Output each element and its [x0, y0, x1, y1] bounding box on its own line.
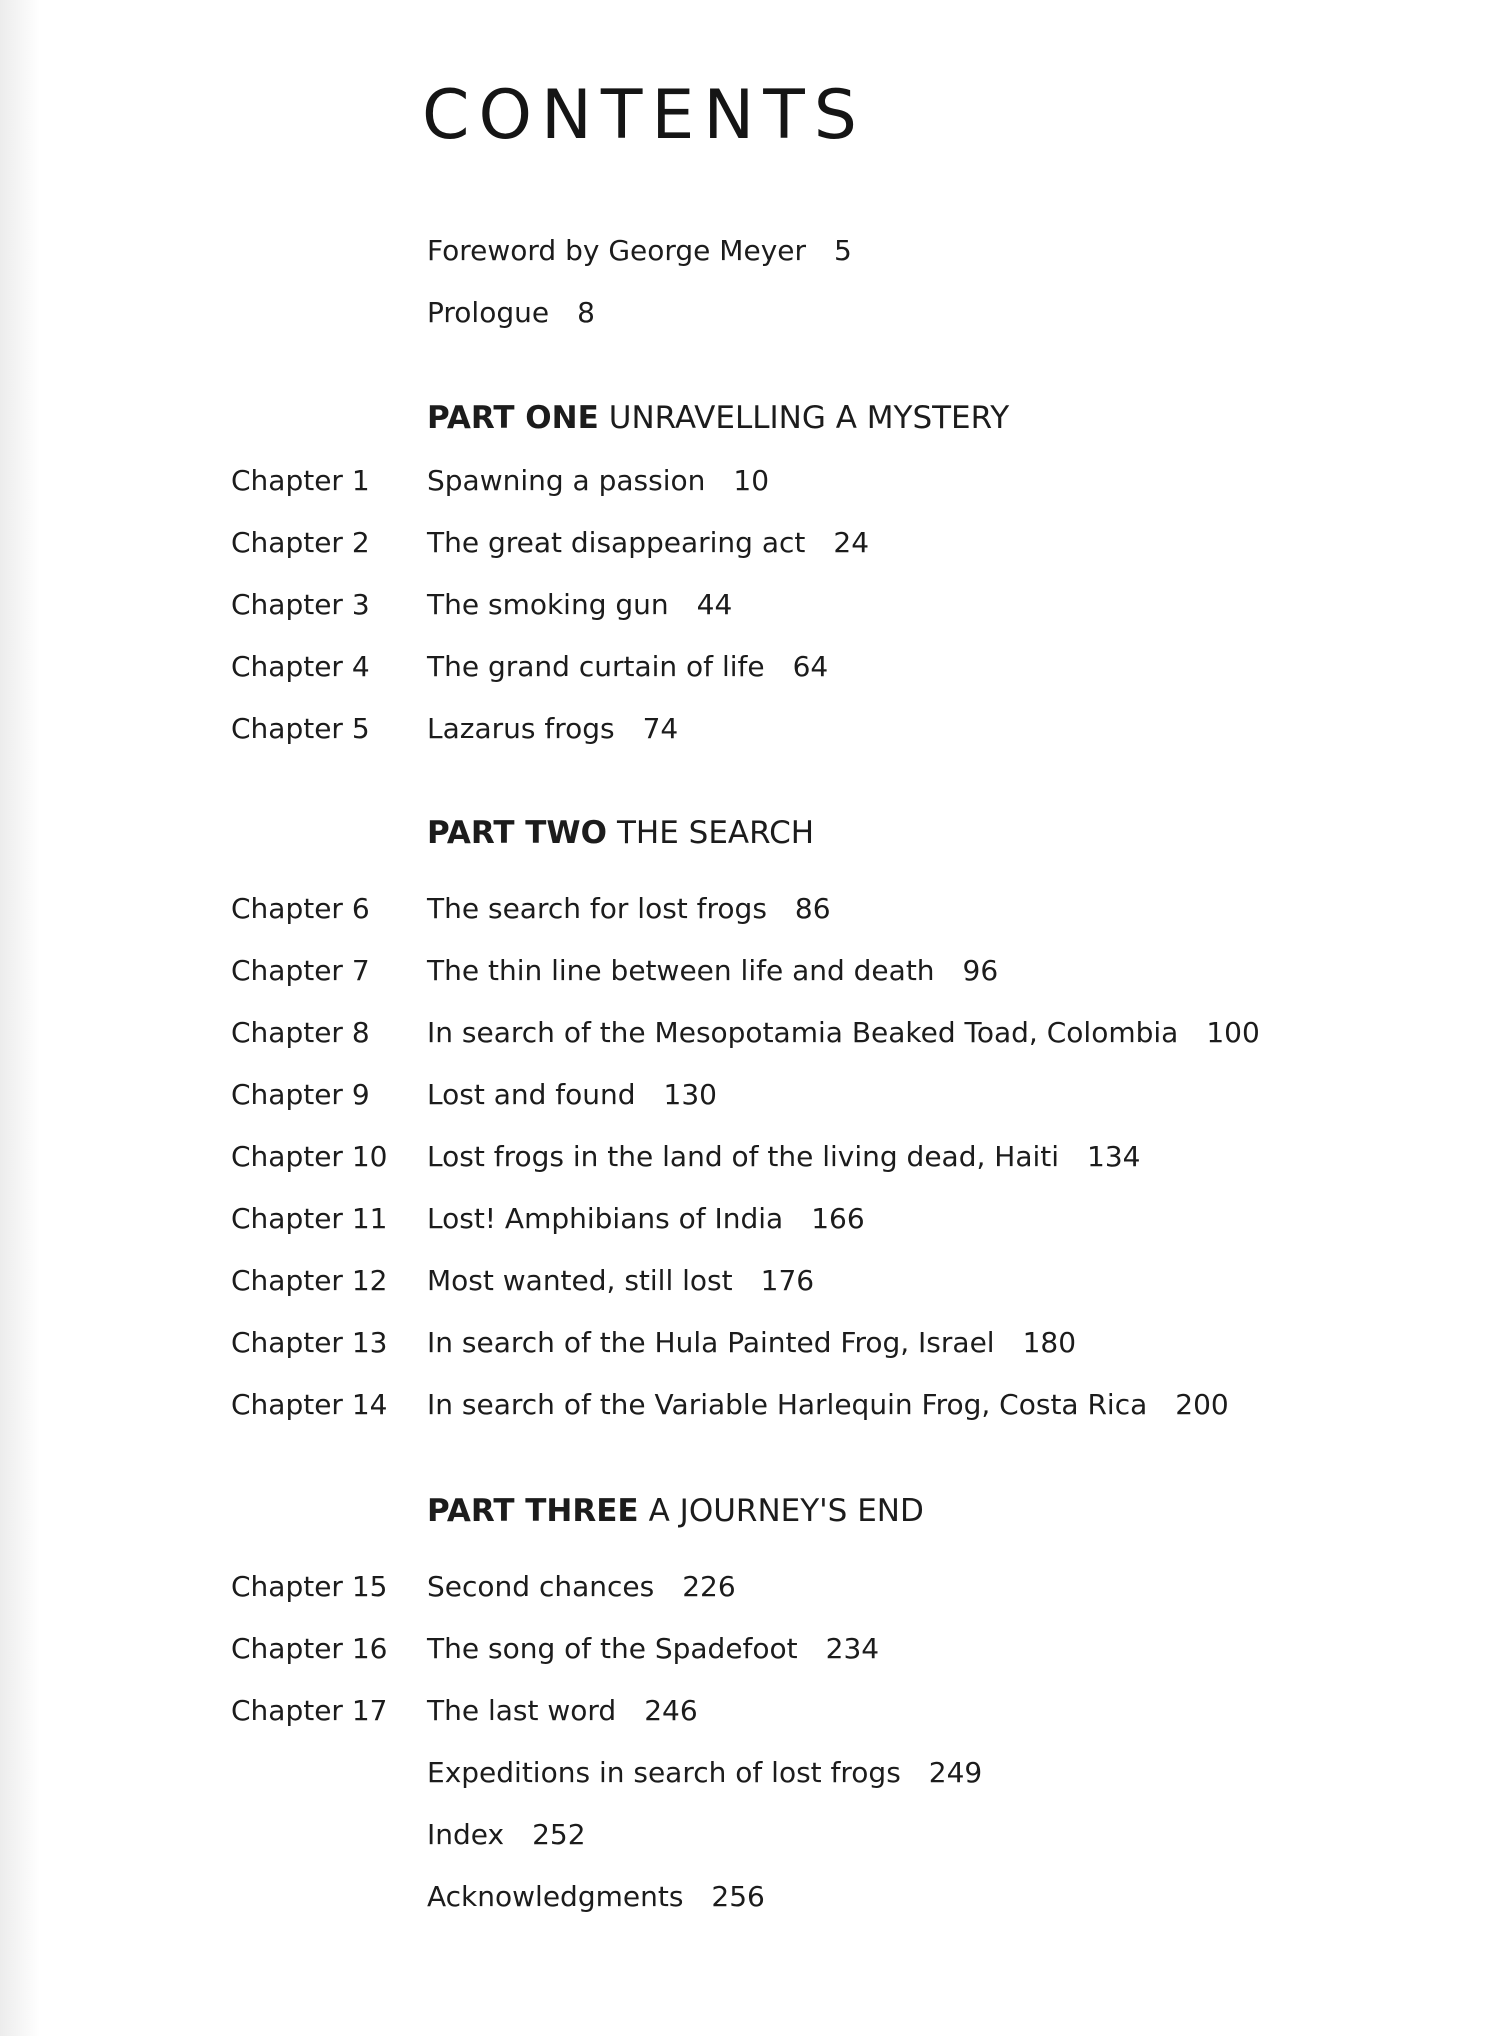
toc-entry-chapter-17 [0, 1691, 1500, 1731]
chapter-label: Chapter 17 [231, 1694, 388, 1727]
chapter-label: Chapter 2 [231, 526, 370, 559]
entry-title: Lazarus frogs [427, 712, 615, 745]
entry-text [427, 1691, 698, 1731]
entry-title: Foreword by George Meyer [427, 234, 806, 267]
entry-text [427, 523, 869, 563]
entry-title: Lost! Amphibians of India [427, 1202, 784, 1235]
chapter-label: Chapter 16 [231, 1632, 388, 1665]
entry-page-number: 64 [792, 650, 829, 683]
chapter-label: Chapter 6 [231, 892, 370, 925]
entry-text [427, 889, 831, 929]
entry-text [427, 1013, 1260, 1053]
chapter-label: Chapter 4 [231, 650, 370, 683]
chapter-label: Chapter 15 [231, 1570, 388, 1603]
toc-entry-chapter-11 [0, 1199, 1500, 1239]
part-name: A JOURNEY'S END [648, 1493, 924, 1529]
entry-page-number: 256 [711, 1880, 765, 1913]
entry-text [427, 1385, 1229, 1425]
entry-title: The grand curtain of life [427, 650, 765, 683]
entry-text [427, 1567, 736, 1607]
entry-text [427, 293, 595, 333]
entry-page-number: 10 [733, 464, 770, 497]
entry-text [427, 1075, 717, 1115]
entry-title: Second chances [427, 1570, 655, 1603]
entry-title: The search for lost frogs [427, 892, 767, 925]
entry-page-number: 134 [1087, 1140, 1141, 1173]
entry-page-number: 246 [644, 1694, 698, 1727]
entry-text [427, 1261, 814, 1301]
entry-page-number: 252 [532, 1818, 586, 1851]
entry-text [427, 1753, 982, 1793]
toc-entry-chapter-6 [0, 889, 1500, 929]
entry-page-number: 8 [577, 296, 595, 329]
entry-title: The last word [427, 1694, 617, 1727]
entry-page-number: 24 [833, 526, 870, 559]
entry-page-number: 5 [834, 234, 852, 267]
entry-text [427, 1137, 1141, 1177]
entry-title: Index [427, 1818, 505, 1851]
entry-page-number: 86 [794, 892, 831, 925]
chapter-label: Chapter 10 [231, 1140, 388, 1173]
toc-entry-chapter-10 [0, 1137, 1500, 1177]
entry-title: Expeditions in search of lost frogs [427, 1756, 901, 1789]
entry-page-number: 130 [663, 1078, 717, 1111]
entry-page-number: 234 [825, 1632, 880, 1665]
entry-title: The song of the Spadefoot [427, 1632, 798, 1665]
entry-title: Spawning a passion [427, 464, 706, 497]
entry-page-number: 96 [962, 954, 999, 987]
toc-entry-chapter-8 [0, 1013, 1500, 1053]
part-number: PART THREE [427, 1493, 639, 1529]
entry-text [427, 1199, 865, 1239]
toc-entry-expeditions [0, 1753, 1500, 1793]
entry-page-number: 180 [1022, 1326, 1077, 1359]
entry-text [427, 1629, 879, 1669]
entry-title: Lost frogs in the land of the living dead, Haiti [427, 1140, 1060, 1173]
chapter-label: Chapter 1 [231, 464, 370, 497]
entry-title: In search of the Hula Painted Frog, Israel [427, 1326, 995, 1359]
entry-page-number: 100 [1206, 1016, 1260, 1049]
toc-entry-chapter-9 [0, 1075, 1500, 1115]
toc-entry-chapter-3 [0, 585, 1500, 625]
toc-entry-chapter-15 [0, 1567, 1500, 1607]
part-number: PART ONE [427, 400, 599, 436]
chapter-label: Chapter 9 [231, 1078, 370, 1111]
toc-entry-chapter-7 [0, 951, 1500, 991]
entry-page-number: 200 [1175, 1388, 1229, 1421]
entry-title: The great disappearing act [427, 526, 806, 559]
chapter-label: Chapter 3 [231, 588, 370, 621]
chapter-label: Chapter 7 [231, 954, 370, 987]
entry-page-number: 44 [696, 588, 733, 621]
entry-text [427, 585, 732, 625]
toc-entry-chapter-13 [0, 1323, 1500, 1363]
part-number: PART TWO [427, 815, 607, 851]
toc-entry-chapter-5 [0, 709, 1500, 749]
entry-page-number: 74 [642, 712, 679, 745]
toc-entry-chapter-1 [0, 461, 1500, 501]
entry-page-number: 176 [760, 1264, 815, 1297]
entry-text [427, 231, 852, 271]
toc-entry-chapter-16 [0, 1629, 1500, 1669]
entry-text [427, 1323, 1076, 1363]
part-heading-one [427, 397, 1009, 439]
chapter-label: Chapter 13 [231, 1326, 388, 1359]
entry-title: Acknowledgments [427, 1880, 684, 1913]
toc-entry-chapter-12 [0, 1261, 1500, 1301]
entry-page-number: 249 [928, 1756, 983, 1789]
toc-entry-foreword [0, 231, 1500, 271]
toc-entry-chapter-4 [0, 647, 1500, 687]
entry-title: The thin line between life and death [427, 954, 935, 987]
entry-text [427, 1877, 765, 1917]
entry-title: The smoking gun [427, 588, 669, 621]
part-name: UNRAVELLING A MYSTERY [608, 400, 1010, 436]
entry-text [427, 709, 678, 749]
entry-title: Most wanted, still lost [427, 1264, 733, 1297]
entry-text [427, 951, 998, 991]
entry-page-number: 226 [682, 1570, 736, 1603]
toc-entry-chapter-2 [0, 523, 1500, 563]
entry-text [427, 461, 769, 501]
part-heading-three [427, 1490, 924, 1532]
entry-text [427, 1815, 586, 1855]
entry-title: Prologue [427, 296, 550, 329]
entry-title: In search of the Mesopotamia Beaked Toad, Colombia [427, 1016, 1179, 1049]
entry-text [427, 647, 828, 687]
part-heading-two [427, 812, 814, 854]
entry-page-number: 166 [811, 1202, 865, 1235]
chapter-label: Chapter 12 [231, 1264, 388, 1297]
toc-entry-acknowledgments [0, 1877, 1500, 1917]
part-name: THE SEARCH [616, 815, 815, 851]
toc-entry-index [0, 1815, 1500, 1855]
chapter-label: Chapter 14 [231, 1388, 388, 1421]
entry-title: In search of the Variable Harlequin Frog, Costa Rica [427, 1388, 1148, 1421]
toc-entry-chapter-14 [0, 1385, 1500, 1425]
page-title: CONTENTS [422, 76, 866, 155]
chapter-label: Chapter 8 [231, 1016, 370, 1049]
chapter-label: Chapter 11 [231, 1202, 388, 1235]
toc-entry-prologue [0, 293, 1500, 333]
chapter-label: Chapter 5 [231, 712, 370, 745]
entry-title: Lost and found [427, 1078, 636, 1111]
